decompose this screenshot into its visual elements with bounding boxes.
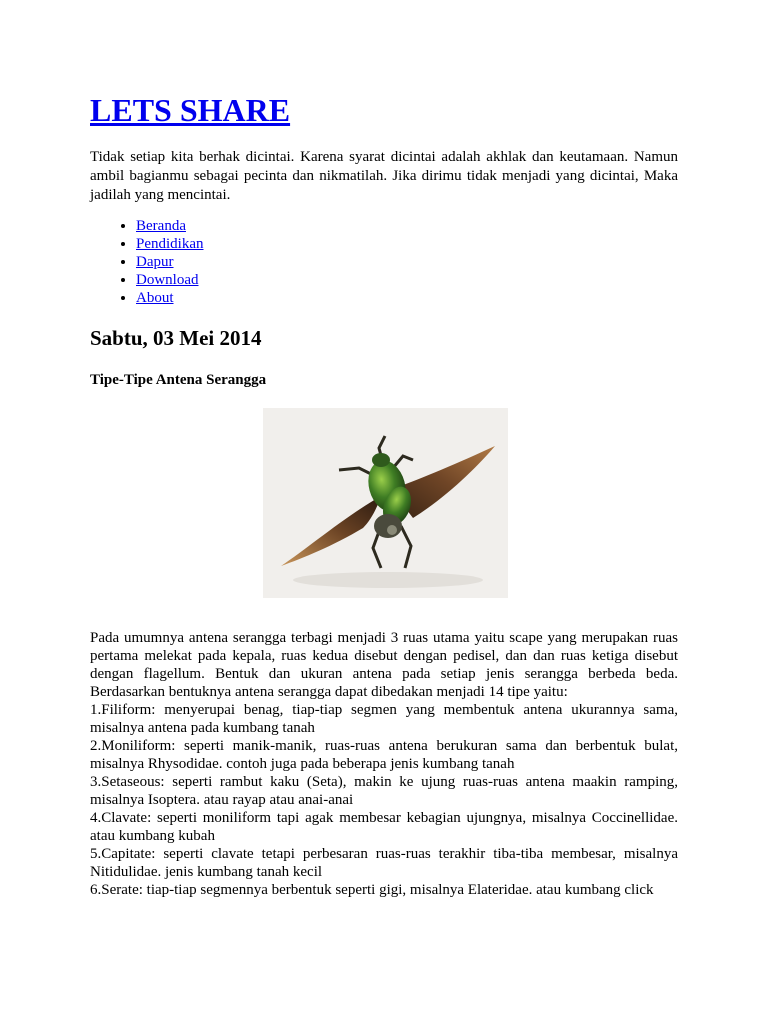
beetle-image bbox=[263, 408, 508, 598]
nav-link-pendidikan[interactable]: Pendidikan bbox=[136, 236, 204, 252]
nav-link-beranda[interactable]: Beranda bbox=[136, 218, 186, 234]
blog-description: Tidak setiap kita berhak dicintai. Karena syarat dicintai adalah akhlak dan keutamaan. Namun ambil bagianmu sebagai pecinta dan nikmatilah. Jika dirimu tidak menjadi yang dicintai, Maka jadilah yang mencintai. bbox=[90, 149, 678, 203]
blog-title-link[interactable]: LETS SHARE bbox=[90, 92, 291, 128]
antenna-type-item: 5.Capitate: seperti clavate tetapi perbesaran ruas-ruas terakhir tiba-tiba membesar, misalnya Nitidulidae. jenis kumbang tanah kecil bbox=[90, 846, 678, 880]
blog-title bbox=[90, 92, 290, 129]
nav-item-dapur bbox=[136, 253, 204, 271]
post-intro: Pada umumnya antena serangga terbagi menjadi 3 ruas utama yaitu scape yang merupakan ruas pertama melekat pada kepala, ruas kedua disebut dengan pedisel, dan dan ruas ketiga disebut dengan flagellum. Bentuk dan ukuran antena pada setiap jenis serangga berbeda beda. Berdasarkan bentuknya antena serangga dapat dibedakan menjadi 14 tipe yaitu: bbox=[90, 630, 678, 700]
nav-link-dapur[interactable]: Dapur bbox=[136, 254, 174, 270]
nav-link-download[interactable]: Download bbox=[136, 272, 199, 288]
post-date: Sabtu, 03 Mei 2014 bbox=[90, 326, 262, 350]
antenna-type-item: 4.Clavate: seperti moniliform tapi agak membesar kebagian ujungnya, misalnya Coccinellidae. atau kumbang kubah bbox=[90, 810, 678, 844]
beetle-illustration bbox=[263, 408, 508, 598]
antenna-type-item: 6.Serate: tiap-tiap segmennya berbentuk seperti gigi, misalnya Elateridae. atau kumbang click bbox=[90, 882, 654, 898]
nav-link-about[interactable]: About bbox=[136, 290, 174, 306]
post-body bbox=[90, 629, 678, 899]
nav-item-download bbox=[136, 271, 204, 289]
antenna-type-item: 1.Filiform: menyerupai benag, tiap-tiap segmen yang membentuk antena ukurannya sama, misalnya antena pada kumbang tanah bbox=[90, 702, 678, 736]
nav-menu bbox=[90, 217, 204, 307]
nav-item-about bbox=[136, 289, 204, 307]
nav-item-pendidikan bbox=[136, 235, 204, 253]
antenna-type-item: 3.Setaseous: seperti rambut kaku (Seta), makin ke ujung ruas-ruas antena maakin ramping, misalnya Isoptera. atau rayap atau anai-anai bbox=[90, 774, 678, 808]
post-title: Tipe-Tipe Antena Serangga bbox=[90, 372, 267, 388]
antenna-type-item: 2.Moniliform: seperti manik-manik, ruas-ruas antena berukuran sama dan berbentuk bulat, misalnya Rhysodidae. contoh juga pada beberapa jenis kumbang tanah bbox=[90, 738, 678, 772]
nav-item-beranda bbox=[136, 217, 204, 235]
